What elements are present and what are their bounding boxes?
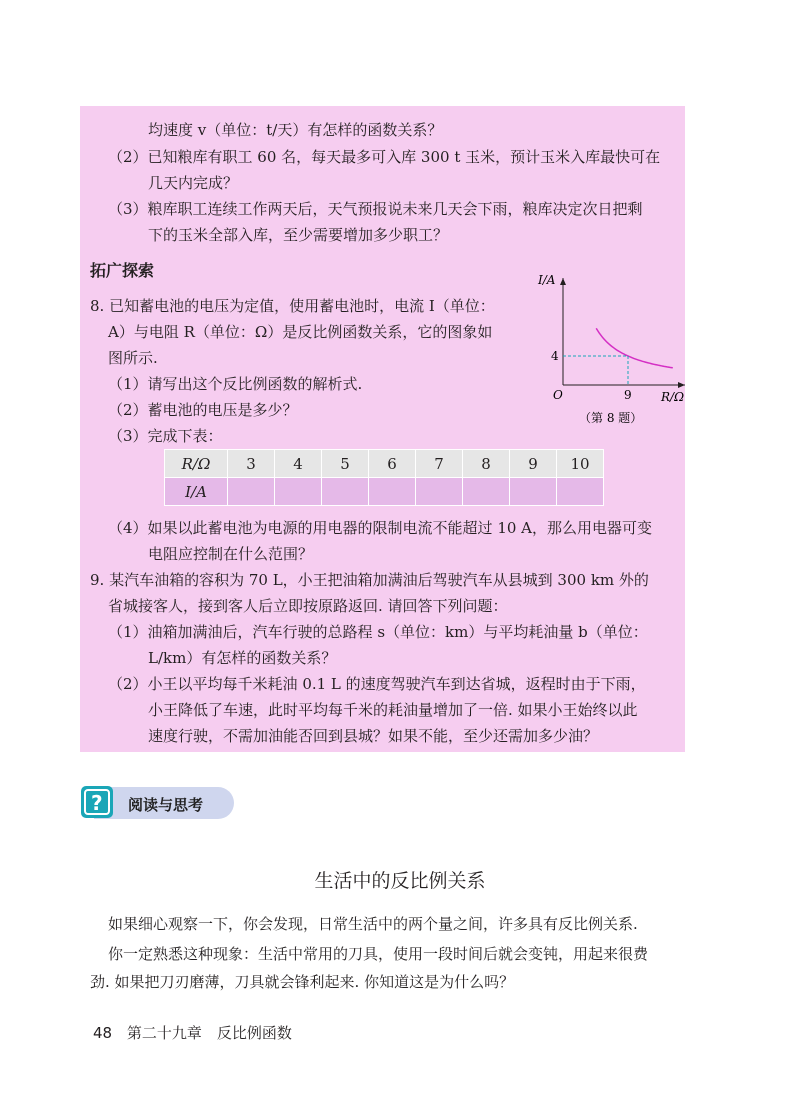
- values-table: [164, 449, 604, 506]
- q9-text-line: 小王降低了车速，此时平均每千米的耗油量增加了一倍. 如果小王始终以此: [148, 701, 638, 719]
- q8-text-line: （2）蓄电池的电压是多少？: [108, 401, 298, 419]
- table-cell: 6: [369, 450, 416, 478]
- article-title: 生活中的反比例关系: [314, 870, 486, 892]
- q9-text-line: 省城接客人，接到客人后立即按原路返回. 请回答下列问题：: [108, 597, 508, 615]
- svg-text:?: ?: [91, 791, 103, 815]
- table-answer-cell: [416, 478, 463, 506]
- chapter-title: 第二十九章 反比例函数: [126, 1024, 292, 1042]
- exercise-text-line: 几天内完成？: [148, 174, 239, 192]
- q8-text-line: （4）如果以此蓄电池为电源的用电器的限制电流不能超过 10 A，那么用电器可变: [108, 519, 653, 537]
- table-cell: 7: [416, 450, 463, 478]
- x-axis-label: R/Ω: [661, 390, 685, 404]
- table-cell: 3: [228, 450, 275, 478]
- y-axis-arrow: [560, 278, 566, 285]
- table-answer-cell: [369, 478, 416, 506]
- table-answer-cell: [228, 478, 275, 506]
- table-answer-cell: [322, 478, 369, 506]
- table-answer-cell: [557, 478, 604, 506]
- exercise-text-line: 均速度 v（单位：t/天）有怎样的函数关系？: [148, 121, 443, 139]
- q8-text-line: A）与电阻 R（单位：Ω）是反比例函数关系，它的图象如: [108, 323, 493, 341]
- banner-label: 阅读与思考: [128, 796, 204, 814]
- x-axis-arrow: [678, 382, 685, 388]
- article-paragraph-line: 劲. 如果把刀刃磨薄，刀具就会锋利起来. 你知道这是为什么吗？: [90, 973, 515, 991]
- y-axis-label: I/A: [538, 273, 556, 287]
- table-cell: 9: [510, 450, 557, 478]
- table-row: [165, 478, 604, 506]
- question-book-icon: [78, 782, 118, 822]
- reading-banner: [78, 782, 234, 822]
- q8-text-line: 图所示.: [108, 349, 158, 367]
- q9-text-line: L/km）有怎样的函数关系？: [148, 649, 337, 667]
- figure-caption: （第 8 题）: [579, 411, 643, 425]
- table-row: [165, 450, 604, 478]
- table-cell: 8: [463, 450, 510, 478]
- q8-text-line: （1）请写出这个反比例函数的解析式.: [108, 375, 363, 393]
- table-header-cell: I/A: [165, 478, 228, 506]
- x-tick-label: 9: [624, 388, 632, 402]
- inverse-curve: [596, 328, 673, 368]
- page-number: 48: [93, 1024, 113, 1042]
- q9-text-line: （1）油箱加满油后，汽车行驶的总路程 s（单位：km）与平均耗油量 b（单位：: [108, 623, 648, 641]
- page-footer: [93, 1022, 292, 1043]
- q8-text-line: 电阻应控制在什么范围？: [148, 545, 314, 563]
- exercise-text-line: 下的玉米全部入库，至少需要增加多少职工？: [148, 226, 449, 244]
- exercise-text-line: （3）粮库职工连续工作两天后，天气预报说未来几天会下雨，粮库决定次日把剩: [108, 200, 643, 218]
- exercise-text-line: （2）已知粮库有职工 60 名，每天最多可入库 300 t 玉米，预计玉米入库最快可在: [108, 148, 661, 166]
- table-answer-cell: [275, 478, 322, 506]
- inverse-function-graph: [535, 268, 690, 433]
- table-cell: 4: [275, 450, 322, 478]
- article-paragraph-line: 你一定熟悉这种现象：生活中常用的刀具，使用一段时间后就会变钝，用起来很费: [108, 945, 649, 963]
- table-header-cell: R/Ω: [165, 450, 228, 478]
- section-title: 拓广探索: [90, 261, 155, 280]
- q8-text-line: （3）完成下表：: [108, 427, 223, 445]
- origin-label: O: [553, 388, 563, 402]
- table-answer-cell: [463, 478, 510, 506]
- article-paragraph-line: 如果细心观察一下，你会发现，日常生活中的两个量之间，许多具有反比例关系.: [108, 915, 638, 933]
- table-cell: 5: [322, 450, 369, 478]
- table-answer-cell: [510, 478, 557, 506]
- table-cell: 10: [557, 450, 604, 478]
- y-tick-label: 4: [551, 349, 559, 363]
- q8-text-line: 8. 已知蓄电池的电压为定值，使用蓄电池时，电流 I（单位：: [90, 297, 495, 315]
- q9-text-line: （2）小王以平均每千米耗油 0.1 L 的速度驾驶汽车到达省城，返程时由于下雨，: [108, 675, 646, 693]
- q9-text-line: 速度行驶，不需加油能否回到县城？如果不能，至少还需加多少油？: [148, 727, 599, 745]
- q9-text-line: 9. 某汽车油箱的容积为 70 L，小王把油箱加满油后驾驶汽车从县城到 300 km 外的: [90, 571, 649, 589]
